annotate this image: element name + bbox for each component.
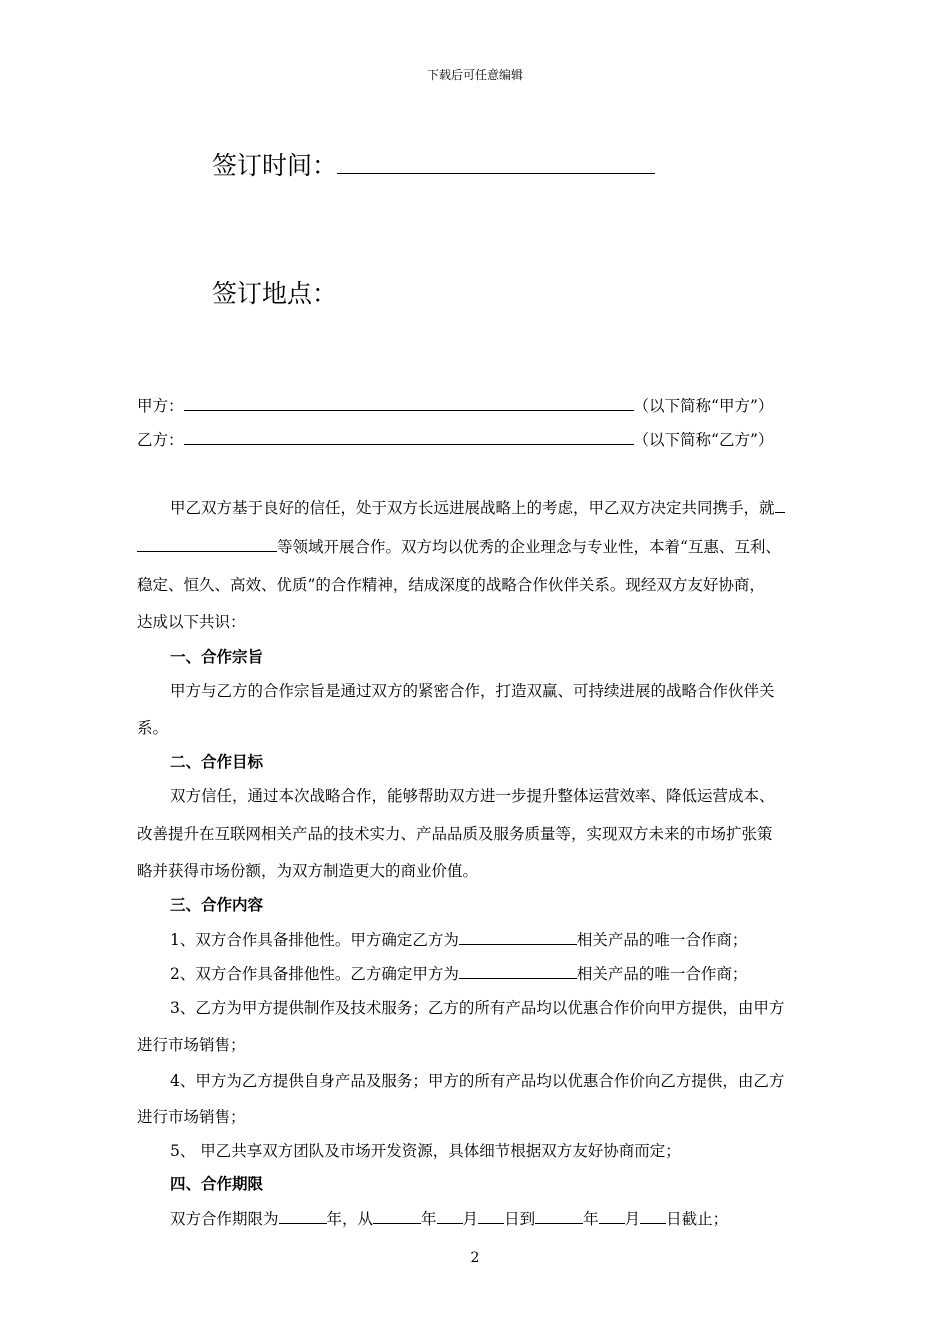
intro-blank-1 — [775, 497, 785, 514]
party-a-label: 甲方： — [137, 397, 184, 415]
section-2-line-2: 改善提升在互联网相关产品的技术实力、产品品质及服务质量等，实现双方未来的市场扩张策 — [137, 825, 773, 843]
end-month-blank — [599, 1208, 625, 1225]
sign-time-row — [212, 146, 655, 182]
term-text-2: 年，从 — [326, 1210, 374, 1228]
item-2-text-b: 相关产品的唯一合作商； — [576, 965, 748, 983]
party-a-row — [137, 394, 773, 416]
section-1-line-1: 甲方与乙方的合作宗旨是通过双方的紧密合作，打造双赢、可持续进展的战略合作伙伴关 — [170, 682, 775, 700]
term-text-8: 日截止； — [666, 1210, 729, 1228]
term-text-1: 双方合作期限为 — [170, 1210, 279, 1228]
party-b-row — [137, 428, 773, 450]
intro-line-4: 达成以下共识： — [137, 613, 246, 631]
party-b-suffix: （以下简称“乙方”） — [633, 431, 774, 449]
sign-time-label: 签订时间： — [212, 151, 338, 180]
section-3-item-2 — [170, 962, 747, 984]
section-3-item-4-line-1: 4、甲方为乙方提供自身产品及服务；甲方的所有产品均以优惠合作价向乙方提供，由乙方 — [170, 1072, 785, 1090]
sign-time-blank — [337, 148, 655, 174]
section-1-title: 一、合作宗旨 — [170, 647, 264, 666]
section-2-line-3: 略并获得市场份额，为双方制造更大的商业价值。 — [137, 862, 479, 880]
section-3-title: 三、合作内容 — [170, 895, 264, 914]
section-2-title: 二、合作目标 — [170, 752, 264, 771]
section-3-item-1 — [170, 928, 747, 950]
intro-blank-2 — [137, 536, 277, 553]
end-year-blank — [535, 1208, 583, 1225]
term-text-3: 年 — [421, 1210, 437, 1228]
party-a-suffix: （以下简称“甲方”） — [633, 397, 774, 415]
start-month-blank — [437, 1208, 463, 1225]
section-3-item-3-line-1: 3、乙方为甲方提供制作及技术服务；乙方的所有产品均以优惠合作价向甲方提供，由甲方 — [170, 999, 785, 1017]
item-2-blank — [459, 963, 577, 980]
end-day-blank — [640, 1208, 666, 1225]
intro-line-1 — [170, 496, 785, 518]
term-text-6: 年 — [583, 1210, 599, 1228]
term-years-blank — [279, 1208, 327, 1225]
intro-line-3: 稳定、恒久、高效、优质”的合作精神，结成深度的战略合作伙伴关系。现经双方友好协商， — [137, 576, 765, 594]
item-2-text-a: 2、双方合作具备排他性。乙方确定甲方为 — [170, 965, 459, 983]
page-number: 2 — [470, 1250, 480, 1266]
section-4-title: 四、合作期限 — [170, 1174, 264, 1193]
section-3-item-3-line-2: 进行市场销售； — [137, 1036, 246, 1054]
page-header: 下载后可任意编辑 — [426, 68, 523, 82]
party-b-blank — [184, 429, 634, 446]
sign-place-label: 签订地点： — [212, 279, 338, 308]
section-1-line-2: 系。 — [137, 719, 169, 737]
section-3-item-4-line-2: 进行市场销售； — [137, 1108, 246, 1126]
start-day-blank — [478, 1208, 504, 1225]
term-text-5: 日到 — [504, 1210, 536, 1228]
term-text-7: 月 — [624, 1210, 641, 1228]
item-1-text-a: 1、双方合作具备排他性。甲方确定乙方为 — [170, 931, 459, 949]
section-2-line-1: 双方信任，通过本次战略合作，能够帮助双方进一步提升整体运营效率、降低运营成本、 — [170, 787, 775, 805]
term-text-4: 月 — [462, 1210, 479, 1228]
start-year-blank — [373, 1208, 421, 1225]
intro-line-2 — [137, 535, 781, 557]
item-1-text-b: 相关产品的唯一合作商； — [576, 931, 748, 949]
party-b-label: 乙方： — [137, 431, 184, 449]
section-4-term-line — [170, 1207, 728, 1229]
section-3-item-5: 5、 甲乙共享双方团队及市场开发资源，具体细节根据双方友好协商而定； — [170, 1142, 681, 1160]
item-1-blank — [459, 929, 577, 946]
intro-text-1: 甲乙双方基于良好的信任，处于双方长远进展战略上的考虑，甲乙双方决定共同携手，就 — [170, 499, 775, 517]
party-a-blank — [184, 395, 634, 412]
intro-text-2: 等领域开展合作。双方均以优秀的企业理念与专业性，本着“互惠、互利、 — [277, 538, 781, 556]
